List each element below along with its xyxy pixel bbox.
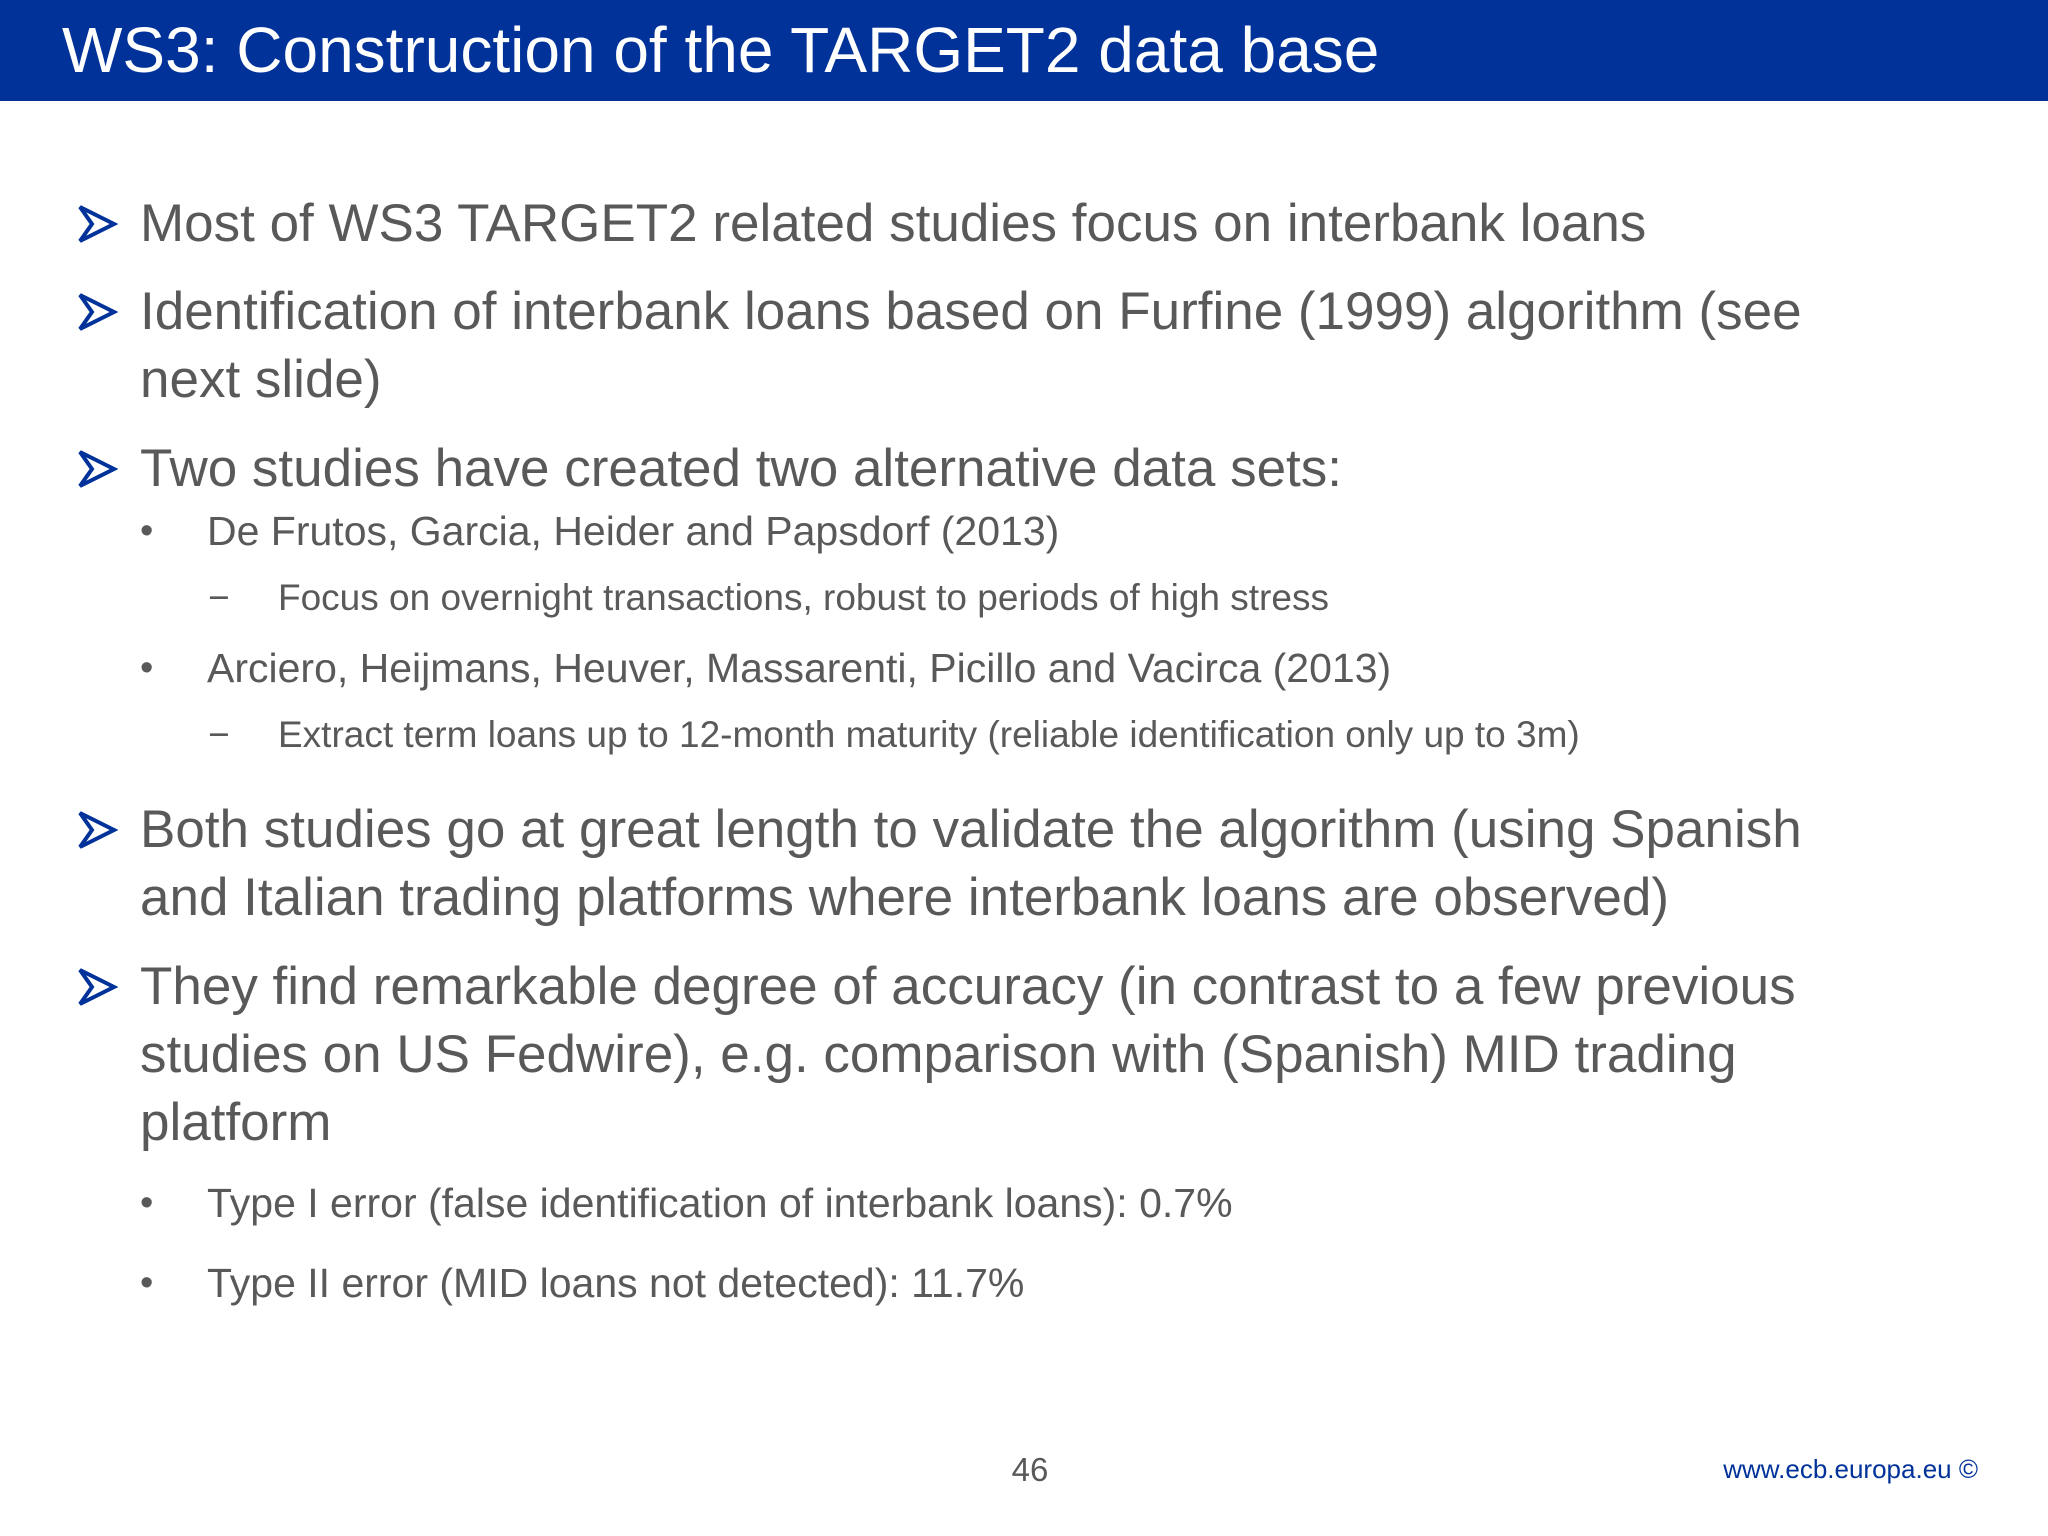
arrow-bullet-icon [76,966,118,1008]
bullet-5-line-3: platform [140,1093,332,1152]
arrow-bullet-icon [76,203,118,245]
bullet-5-line-2: studies on US Fedwire), e.g. comparison with (Spanish) MID trading [140,1025,1737,1084]
website-link[interactable]: www.ecb.europa.eu © [1723,1454,1978,1484]
bullet-1: Most of WS3 TARGET2 related studies focus on interbank loans [140,194,1647,253]
bullet-3: Two studies have created two alternative data sets: [140,439,1342,498]
sub-bullet-study-2: Arciero, Heijmans, Heuver, Massarenti, Picillo and Vacirca (2013) [207,645,1392,691]
bullet-4-line-2: and Italian trading platforms where interbank loans are observed) [140,868,1670,927]
bullet-2-line-2: next slide) [140,350,382,409]
bullet-4-line-1: Both studies go at great length to validate the algorithm (using Spanish [140,800,1802,859]
sub-bullet-study-1: De Frutos, Garcia, Heider and Papsdorf (2013) [207,508,1060,554]
bullet-5-line-1: They find remarkable degree of accuracy (in contrast to a few previous [140,957,1796,1016]
arrow-bullet-icon [76,448,118,490]
arrow-bullet-icon [76,809,118,851]
sub-sub-bullet-study-2: Extract term loans up to 12-month maturity (reliable identification only up to 3m) [278,714,1580,755]
sub-sub-bullet-marker: − [208,714,230,755]
sub-sub-bullet-study-1: Focus on overnight transactions, robust to periods of high stress [278,577,1329,618]
sub-bullet-type-1-error: Type I error (false identification of interbank loans): 0.7% [207,1180,1233,1226]
page-number: 46 [1011,1451,1049,1488]
slide-title: WS3: Construction of the TARGET2 data base [62,14,1380,86]
sub-bullet-marker: • [140,1262,154,1304]
sub-bullet-marker: • [140,1182,154,1224]
sub-bullet-marker: • [140,510,154,552]
arrow-bullet-icon [76,291,118,333]
sub-sub-bullet-marker: − [208,577,230,618]
bullet-2-line-1: Identification of interbank loans based on Furfine (1999) algorithm (see [140,282,1802,341]
sub-bullet-type-2-error: Type II error (MID loans not detected): 11.7% [207,1260,1025,1306]
sub-bullet-marker: • [140,647,154,689]
